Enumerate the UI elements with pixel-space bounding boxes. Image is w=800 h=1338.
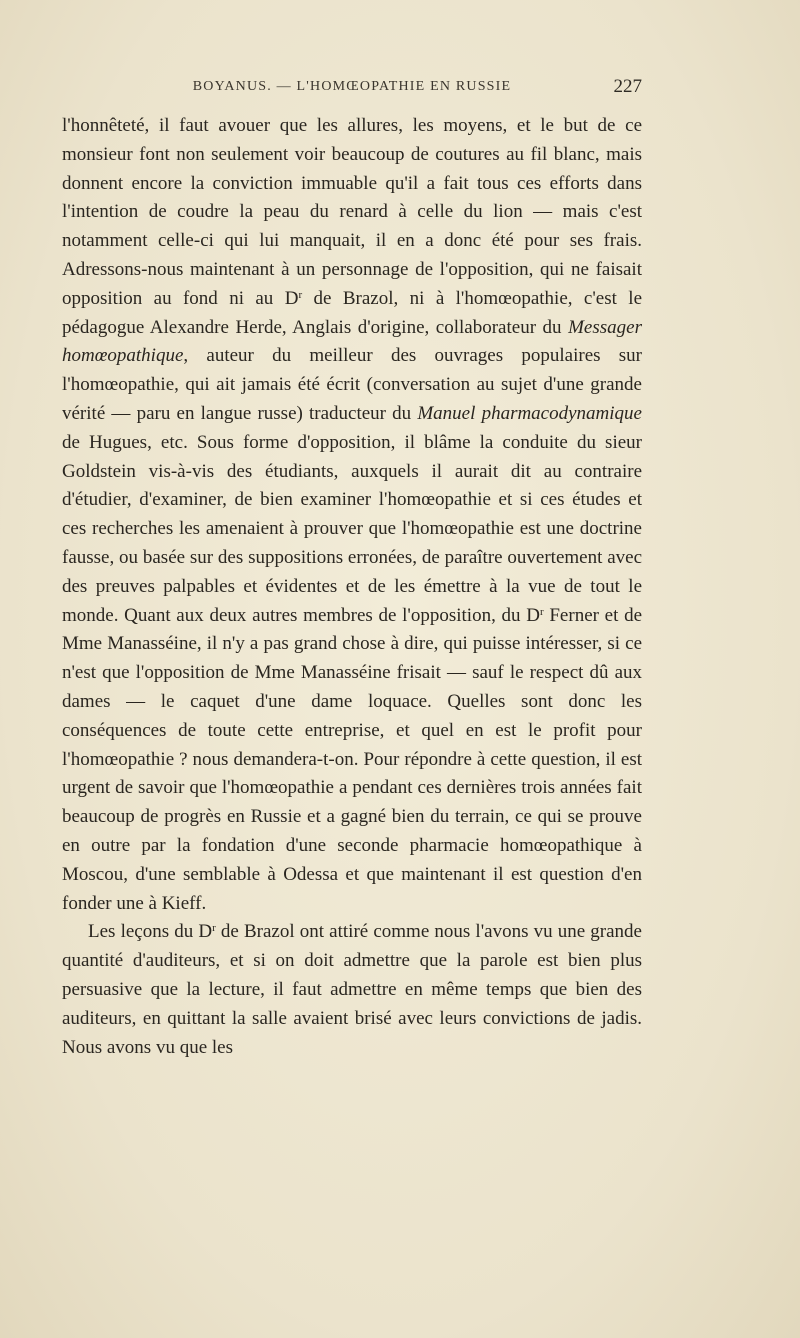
superscript: r	[298, 288, 303, 301]
text-run: Ferner et de Mme Manasséine, il n'y a pas grand chose à dire, qui puisse intéresser, si ce n'est que l'opposition de Mme Manasséine frisait — sauf le respect dû aux dames — le caquet d'une dame loquace. Quelles sont donc les conséquences de toute cette entreprise, et quel en est le profit pour l'homœopathie ? nous demandera-t-on. Pour répondre à cette question, il est urgent de savoir que l'homœopathie a pendant ces dernières trois années fait beaucoup de progrès en Russie et a gagné bien du terrain, ce qui se prouve en outre par la fondation d'une seconde pharmacie homœopathique à Moscou, d'une semblable à Odessa et que maintenant il est question d'en fonder une à Kieff.	[62, 604, 643, 914]
running-title: BOYANUS. — L'HOMŒOPATHIE EN RUSSIE	[192, 79, 512, 94]
text-run: Les leçons du D	[88, 921, 213, 943]
superscript: r	[539, 605, 544, 618]
paragraph-2	[62, 918, 642, 1062]
page-number: 227	[613, 76, 642, 97]
text-run: de Hugues, etc. Sous forme d'opposition, il blâme la conduite du sieur Goldstein vis-à-vis des étudiants, auxquels il aurait dit au contraire d'étudier, d'examiner, de bien examiner l'homœopathie et si ces études et ces recherches les amenaient à prouver que l'homœopathie est une doctrine fausse, ou basée sur des suppositions erronées, de paraître ouvertement avec des preuves palpables et évidentes et de les émettre à la vue de tout le monde. Quant aux deux autres membres de l'opposition, du D	[62, 431, 642, 626]
text-run: l'honnêteté, il faut avouer que les allures, les moyens, et le but de ce monsieur font non seulement voir beaucoup de coutures au fil blanc, mais donnent encore la conviction immuable qu'il a fait tous ces efforts dans l'intention de coudre la peau du renard à celle du lion — mais c'est notamment celle-ci qui lui manquait, il en a donc été pour ses frais. Adressons-nous maintenant à un personnage de l'opposition, qui ne faisait opposition au fond ni au D	[62, 115, 642, 309]
italic-title: Manuel pharmacodynamique	[417, 402, 642, 424]
superscript: r	[212, 922, 216, 935]
text-run: de Brazol ont attiré comme nous l'avons vu une grande quantité d'auditeurs, et si on doit admettre que la parole est bien plus persuasive que la lecture, il faut admettre en même temps que bien des auditeurs, en quittant la salle avaient brisé avec leurs convictions de jadis. Nous avons vu que les	[62, 921, 642, 1058]
body-text	[62, 112, 642, 1062]
italic-title: Messager homœopathique	[62, 316, 642, 367]
running-head	[62, 76, 642, 100]
text-run: , auteur du meilleur des ouvrages populaires sur l'homœopathie, qui ait jamais été écrit (conversation au sujet d'une grande vérité — paru en langue russe) traducteur du	[62, 345, 642, 424]
paragraph-1	[62, 112, 642, 918]
text-run: de Brazol, ni à l'homœopathie, c'est le pédagogue Alexandre Herde, Anglais d'origine, collaborateur du	[62, 287, 642, 338]
